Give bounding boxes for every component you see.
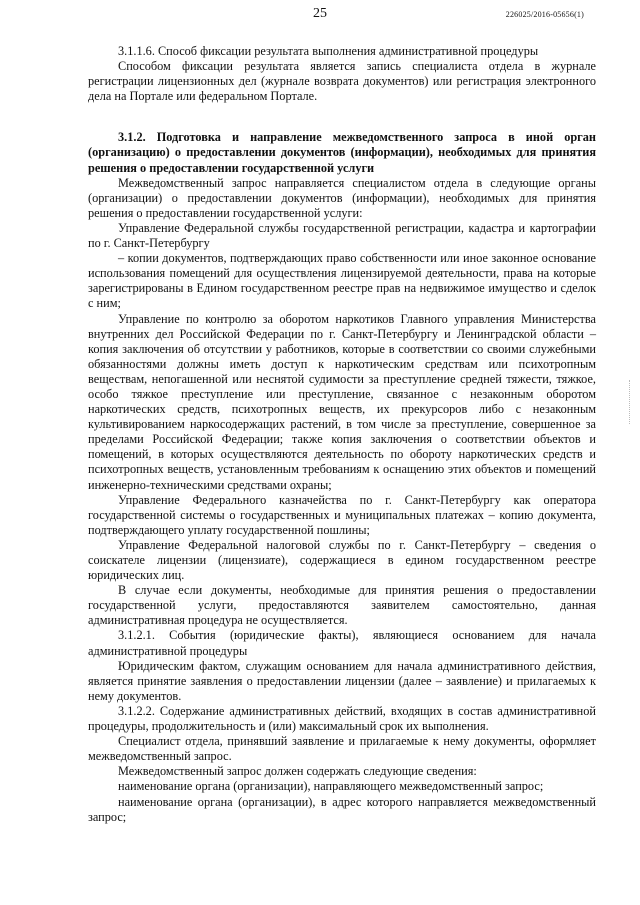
paragraph-recipient-name: наименование органа (организации), в адрес которого направляется межведомственный запрос; [88,794,596,824]
section-heading-3-1-2: 3.1.2. Подготовка и направление межведомственного запроса в иной орган (организацию) о предоставлении документов (информации), необходимых для принятия решения о предоставлении государственной услуги [88,130,596,175]
document-code: 226025/2016-05656(1) [505,10,584,19]
paragraph-specialist: Специалист отдела, принявший заявление и прилагаемые к нему документы, оформляет межведомственный запрос. [88,734,596,764]
paragraph-request-contents: Межведомственный запрос должен содержать следующие сведения: [118,764,477,779]
paragraph-section-3-1-2-2: 3.1.2.2. Содержание административных действий, входящих в состав административной процедуры, продолжительность и (или) максимальный срок их выполнения. [88,703,596,734]
paragraph-request-recipients: Межведомственный запрос направляется специалистом отдела в следующие органы (организации) о предоставлении документов (информации), необходимых для принятия решения о предоставлении государственной услуги: [88,175,596,220]
paragraph-tax-service: Управление Федеральной налоговой службы по г. Санкт-Петербургу – сведения о соискателе лицензии (лицензиате), содержащиеся в едином государственном реестре юридических лиц. [88,537,596,583]
paragraph-section-3-1-2-1: 3.1.2.1. События (юридические факты), являющиеся основанием для начала административной процедуры [88,628,596,658]
page-number: 25 [313,6,327,21]
paragraph-sender-name: наименование органа (организации), направляющего межведомственный запрос; [118,779,544,794]
paragraph-section-3-1-1-6: 3.1.1.6. Способ фиксации результата выполнения административной процедуры [118,44,539,58]
scan-edge-mark [627,380,630,424]
paragraph-self-provided: В случае если документы, необходимые для принятия решения о предоставлении государственной услуги, предоставляются заявителем самостоятельно, данная административная процедура не осуществляется. [88,583,596,628]
paragraph-treasury: Управление Федерального казначейства по г. Санкт-Петербургу как оператора государственной системы о государственных и муниципальных платежах – копию документа, подтверждающего уплату государственной пошлины; [88,492,596,537]
paragraph-legal-fact: Юридическим фактом, служащим основанием для начала административного действия, является принятие заявления о предоставлении лицензии (далее – заявление) и прилагаемых к нему документов. [88,658,596,703]
document-body [88,44,596,825]
paragraph-property-documents: – копии документов, подтверждающих право собственности или иное законное основание использования помещений для осуществления лицензируемой деятельности, права на которые зарегистрированы в Едином государственном реестре прав на недвижимое имущество и сделок с ним; [88,251,596,311]
paragraph-drug-control: Управление по контролю за оборотом наркотиков Главного управления Министерства внутренних дел Российской Федерации по г. Санкт-Петербургу и Ленинградской области – копия заключения об отсутствии у работников, которые в соответствии со своими служебными обязанностями должны иметь доступ к наркотическим средствам или психотропным веществам, непогашенной или неснятой судимости за преступление средней тяжести, тяжкое, особо тяжкое преступление или преступление, связанное с незаконным оборотом наркотических средств, психотропных веществ, их прекурсоров либо с незаконным культивированием наркосодержащих растений, в том числе за преступление, совершенное за пределами Российской Федерации; также копия заключения о соответствии объектов и помещений, в которых осуществляются деятельность по обороту наркотических средств и психотропных веществ, установленным требованиям к оснащению этих объектов и помещений инженерно-техническими средствами охраны; [88,311,596,492]
paragraph-fixation-method: Способом фиксации результата является запись специалиста отдела в журнале регистрации лицензионных дел (журнале возврата документов) или регистрация электронного дела на Портале или федеральном Портале. [88,59,596,104]
paragraph-rosreestr: Управление Федеральной службы государственной регистрации, кадастра и картографии по г. Санкт-Петербургу [88,220,596,251]
